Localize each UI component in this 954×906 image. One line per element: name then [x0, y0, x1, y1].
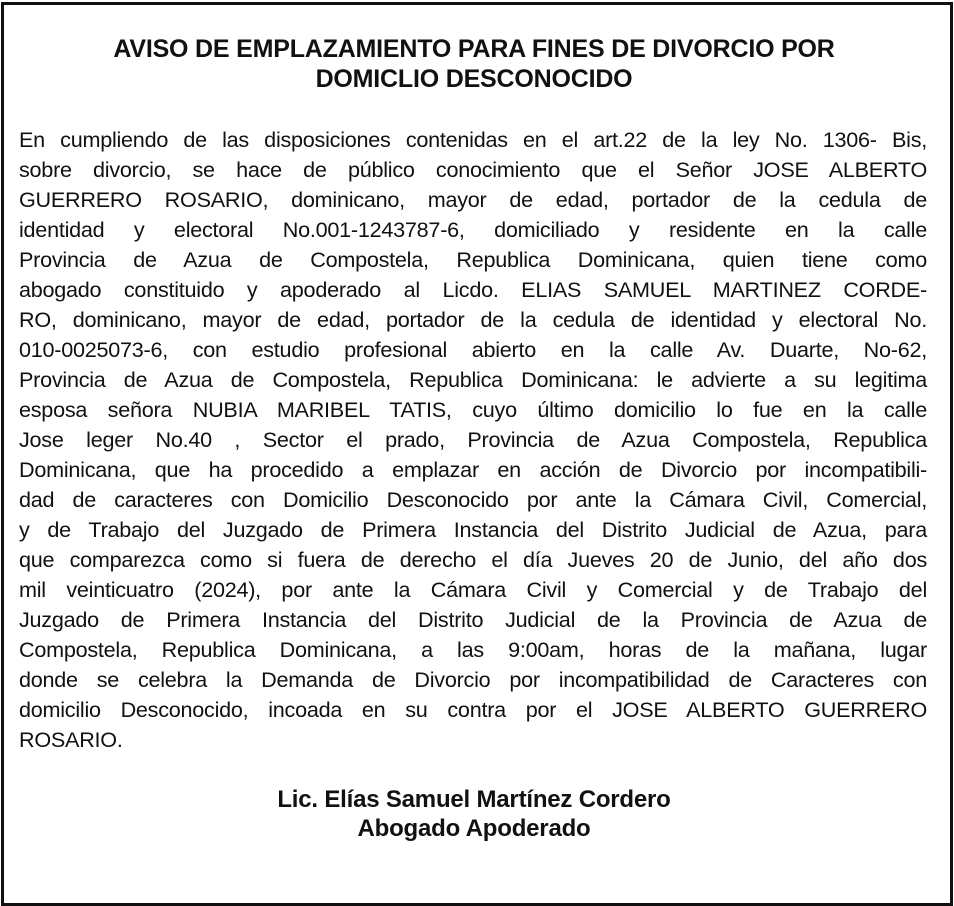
body-line: ROSARIO.	[19, 727, 123, 752]
signature-block	[18, 785, 930, 843]
signature-name: Lic. Elías Samuel Martínez Cordero	[277, 786, 671, 813]
body-line: y de Trabajo del Juzgado de Primera Instancia del Distrito Judicial de Azua, para	[19, 517, 927, 542]
body-line: Compostela, Republica Dominicana, a las 9:00am, horas de la mañana, lugar	[19, 637, 927, 662]
body-line: GUERRERO ROSARIO, dominicano, mayor de edad, portador de la cedula de	[19, 187, 927, 212]
body-line: Provincia de Azua de Compostela, Republica Dominicana, quien tiene como	[19, 247, 927, 272]
body-line: Provincia de Azua de Compostela, Republica Dominicana: le advierte a su legitima	[19, 367, 927, 392]
title-line-2: DOMICLIO DESCONOCIDO	[315, 65, 633, 93]
body-line: Juzgado de Primera Instancia del Distrito Judicial de la Provincia de Azua de	[19, 607, 927, 632]
body-line: En cumpliendo de las disposiciones contenidas en el art.22 de la ley No. 1306- Bis,	[19, 127, 927, 152]
body-line: RO, dominicano, mayor de edad, portador de la cedula de identidad y electoral No.	[19, 307, 927, 332]
body-line: 010-0025073-6, con estudio profesional abierto en la calle Av. Duarte, No-62,	[19, 337, 927, 362]
body-line: esposa señora NUBIA MARIBEL TATIS, cuyo último domicilio lo fue en la calle	[19, 397, 927, 422]
signature-role: Abogado Apoderado	[357, 815, 591, 842]
body-line: dad de caracteres con Domicilio Desconocido por ante la Cámara Civil, Comercial,	[19, 487, 927, 512]
body-line: Jose leger No.40 , Sector el prado, Provincia de Azua Compostela, Republica	[19, 427, 927, 452]
notice-body	[19, 125, 927, 755]
notice-title	[18, 34, 930, 94]
body-line: domicilio Desconocido, incoada en su contra por el JOSE ALBERTO GUERRERO	[19, 697, 927, 722]
body-line: que comparezca como si fuera de derecho el día Jueves 20 de Junio, del año dos	[19, 547, 927, 572]
body-line: identidad y electoral No.001-1243787-6, domiciliado y residente en la calle	[19, 217, 927, 242]
title-line-1: AVISO DE EMPLAZAMIENTO PARA FINES DE DIVORCIO POR	[113, 35, 835, 63]
body-line: sobre divorcio, se hace de público conocimiento que el Señor JOSE ALBERTO	[19, 157, 927, 182]
body-line: donde se celebra la Demanda de Divorcio por incompatibilidad de Caracteres con	[19, 667, 927, 692]
body-line: abogado constituido y apoderado al Licdo. ELIAS SAMUEL MARTINEZ CORDE-	[19, 277, 927, 302]
body-line: Dominicana, que ha procedido a emplazar en acción de Divorcio por incompatibili-	[19, 457, 927, 482]
body-line: mil veinticuatro (2024), por ante la Cámara Civil y Comercial y de Trabajo del	[19, 577, 927, 602]
